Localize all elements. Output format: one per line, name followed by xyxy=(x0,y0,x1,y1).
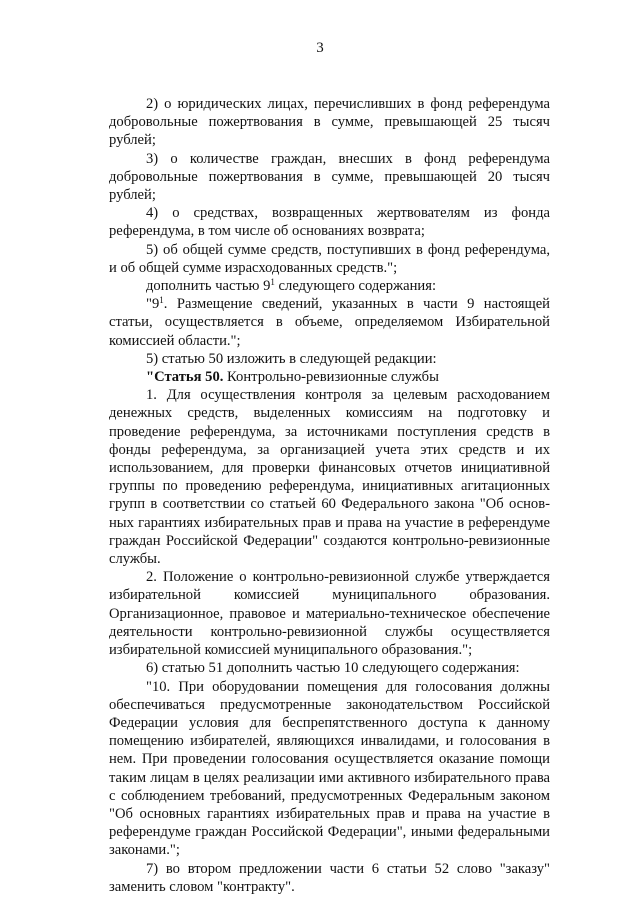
document-body xyxy=(109,95,550,896)
paragraph-part-9-1 xyxy=(109,295,550,350)
paragraph-item-4: 4) о средствах, возвращенных жертвователям из фонда референдума, в том числе об основаниях возврата; xyxy=(109,205,550,240)
article-50-part-1: 1. Для осуществления контроля за целевым расходованием денежных средств, выделенных комиссиям на подготовку и проведение референдума, за источниками поступления средств в фонды референдума, за организацией учета этих средств и их использованием, для проверки финансовых отчетов инициативной группы по проведению референдума, инициативных агитационных групп в соответствии со статьей 60 Федерального закона "Об основных гарантиях избирательных прав и права на участие в референдуме граждан Российской Федерации" создаются контрольно-ревизионные службы. xyxy=(109,387,550,568)
paragraph-item-2: 2) о юридических лицах, перечисливших в фонд референдума добровольные пожертвования в сумме, превышающей 25 тысяч рублей; xyxy=(109,96,550,149)
page-number: 3 xyxy=(316,40,324,56)
article-50-heading xyxy=(109,368,550,386)
paragraph-amend-article-51: 6) статью 51 дополнить частью 10 следующего содержания: xyxy=(146,660,520,677)
paragraph-amend-article-50: 5) статью 50 изложить в следующей редакции: xyxy=(146,350,437,367)
paragraph-item-3: 3) о количестве граждан, внесших в фонд референдума добровольные пожертвования в сумме, превышающей 20 тысяч рублей; xyxy=(109,150,550,204)
paragraph-text: следующего содержания: xyxy=(274,278,437,295)
article-50-part-2: 2. Положение о контрольно-ревизионной службе утверждается избирательной комиссией муниципального образования. Организационное, правовое и материально-техническое обеспечение деятельности контрольно-ревизионной службы осуществляется избирательной комиссией муниципального образования."; xyxy=(109,569,550,659)
paragraph-text: "9 xyxy=(146,296,160,313)
superscript: 1 xyxy=(159,295,164,306)
paragraph-item-5: 5) об общей сумме средств, поступивших в фонд референдума, и об общей сумме израсходованных средств."; xyxy=(109,241,550,276)
superscript: 1 xyxy=(270,277,275,288)
paragraph-text: дополнить частью 9 xyxy=(146,278,271,295)
paragraph-text: . Размещение сведений, указанных в части 9 настоящей статьи, осуществляется в объеме, определяемом Избирательной комиссией области."; xyxy=(109,296,550,349)
article-51-part-10: "10. При оборудовании помещения для голосования должны обеспечиваться предусмотренные законодательством Российской Федерации условия для беспрепятственного доступа к данному помещению избирателей, являющихся инвалидами, и голосования в нем. При проведении голосования осуществляется оказание помощи таким лицам в целях реализации ими активного избирательного права с соблюдением требований, предусмотренных Федеральным законом "Об основных гарантиях избирательных прав и права на участие в референдуме граждан Российской Федерации", иными федеральными законами."; xyxy=(109,678,550,859)
paragraph-amend-article-52: 7) во втором предложении части 6 статьи 52 слово "заказу" заменить словом "контракту". xyxy=(109,860,550,895)
paragraph-add-part-9-1 xyxy=(109,277,550,295)
article-subtitle: Контрольно-ревизионные службы xyxy=(223,369,439,386)
article-title: "Статья 50. xyxy=(146,369,224,386)
